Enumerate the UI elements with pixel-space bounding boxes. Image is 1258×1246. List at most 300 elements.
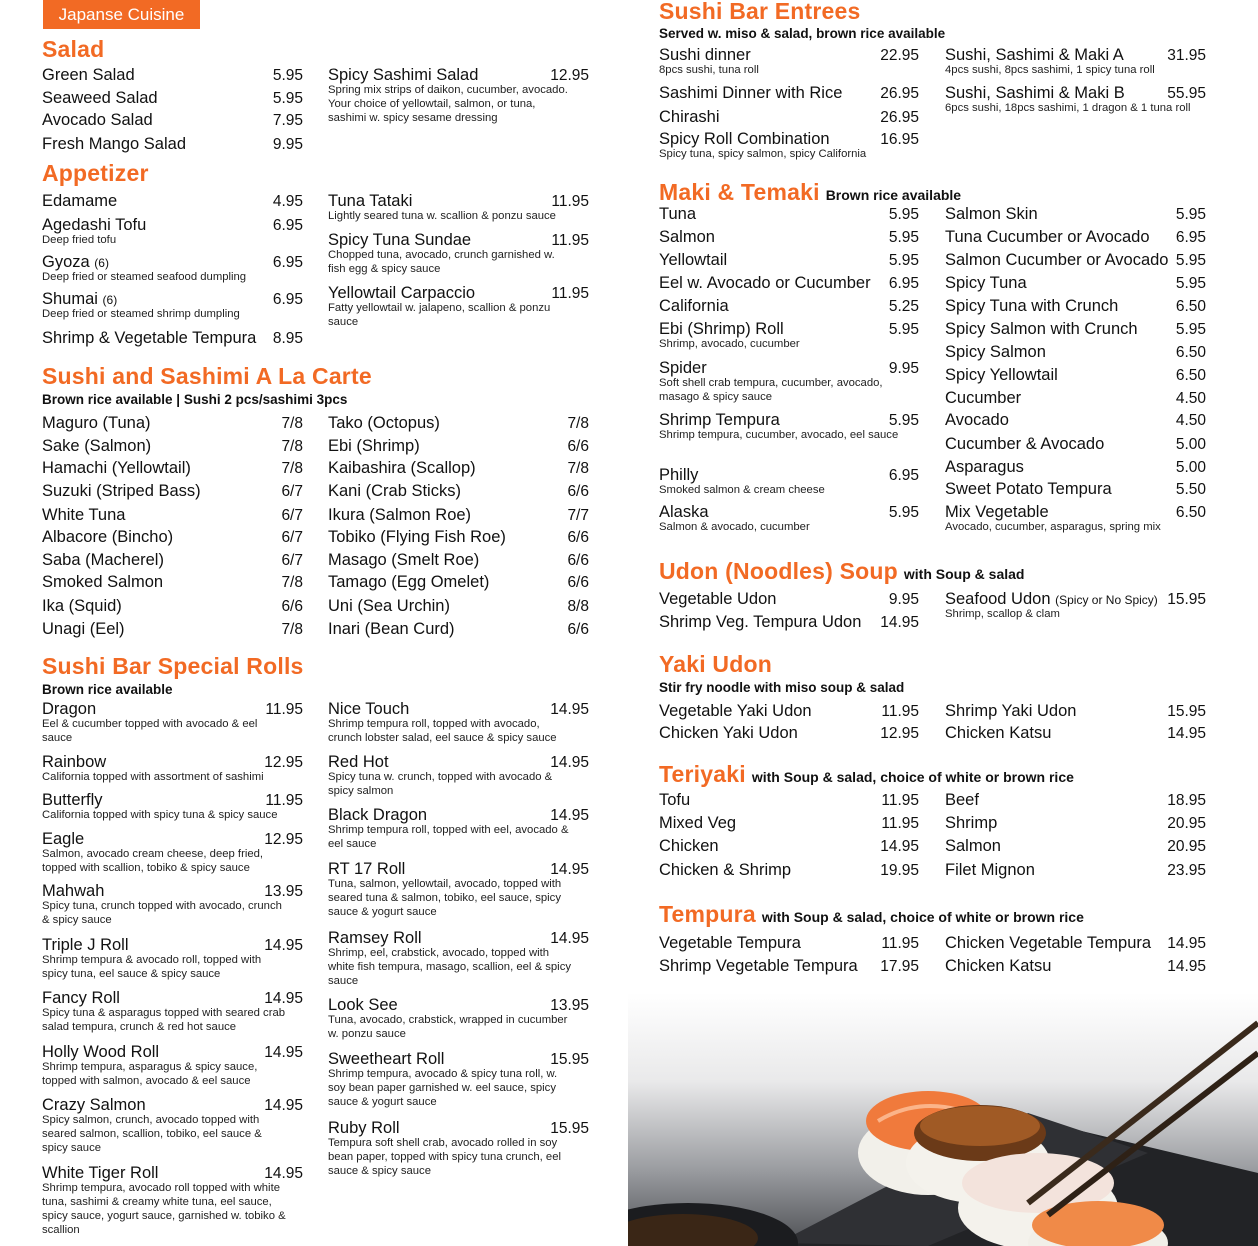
- menu-item-name-text: Filet Mignon: [945, 861, 1035, 879]
- menu-item-price: 14.95: [550, 754, 589, 771]
- menu-item-name-text: Asparagus: [945, 458, 1024, 476]
- menu-item-price: 6/6: [567, 552, 589, 569]
- menu-item: [945, 366, 1206, 385]
- menu-item: [42, 753, 303, 783]
- menu-item-name: [945, 814, 997, 833]
- menu-item-name-text: Sweet Potato Tempura: [945, 480, 1112, 498]
- menu-item-name-text: Tuna: [659, 205, 696, 223]
- menu-item-name-text: Smoked Salmon: [42, 573, 164, 591]
- menu-item-name-text: Chirashi: [659, 108, 720, 126]
- menu-item-desc: Tuna, salmon, yellowtail, avocado, topped with seared tuna & salmon, tobiko, eel sauce, spicy sauce & yogurt sauce: [328, 878, 562, 918]
- menu-item-name: [42, 551, 164, 570]
- menu-item-name: [659, 228, 715, 247]
- menu-item-price: 7/8: [281, 438, 303, 455]
- menu-item-name-text: Alaska: [659, 503, 709, 521]
- menu-item: [945, 84, 1206, 114]
- menu-item-price: 14.95: [264, 1165, 303, 1182]
- cuisine-tag: Japanse Cuisine: [43, 0, 200, 29]
- menu-item-name: [945, 274, 1027, 293]
- menu-item-price: 6/7: [281, 483, 303, 500]
- menu-item-price: 6.95: [888, 467, 919, 484]
- menu-item-price: 11.95: [881, 815, 919, 832]
- menu-item-name: [945, 228, 1150, 247]
- menu-item-name: [945, 458, 1024, 477]
- menu-item-price: 15.95: [1167, 703, 1206, 720]
- menu-item: [328, 506, 589, 525]
- menu-item-name: [659, 84, 842, 103]
- menu-item-price: 14.95: [264, 990, 303, 1007]
- menu-item-name-text: Fancy Roll: [42, 989, 120, 1007]
- menu-item-price: 13.95: [264, 883, 303, 900]
- udon-title-text: Udon (Noodles) Soup: [659, 558, 898, 584]
- menu-item-name-text: Avocado Salad: [42, 111, 153, 129]
- menu-item-price: 6.50: [1175, 504, 1206, 521]
- menu-item-price: 7/8: [281, 574, 303, 591]
- menu-item-name: [659, 613, 861, 632]
- menu-item-price: 6.50: [1175, 344, 1206, 361]
- menu-item-name: [945, 343, 1046, 362]
- menu-item-name: [42, 506, 125, 525]
- menu-item-price: 26.95: [880, 109, 919, 126]
- menu-item-name-text: Unagi (Eel): [42, 620, 125, 638]
- menu-item-name: [659, 251, 727, 270]
- menu-item-name-text: Salmon: [945, 837, 1001, 855]
- menu-item-name-text: Chicken: [659, 837, 719, 855]
- section-title-special-rolls: Sushi Bar Special Rolls: [42, 653, 304, 679]
- menu-item-price: 5.25: [888, 298, 919, 315]
- menu-item-name: [659, 108, 720, 127]
- menu-item-price: 6/7: [281, 529, 303, 546]
- menu-item: [328, 620, 589, 639]
- menu-item-desc: Soft shell crab tempura, cucumber, avocado, masago & spicy sauce: [659, 377, 883, 403]
- menu-item: [42, 573, 303, 592]
- menu-item-name-text: Masago (Smelt Roe): [328, 551, 480, 569]
- menu-item: [659, 814, 919, 833]
- menu-item-name: [42, 620, 125, 639]
- menu-item-price: 4.50: [1175, 390, 1206, 407]
- menu-item-price: 11.95: [265, 792, 303, 809]
- menu-item-name-text: California: [659, 297, 729, 315]
- menu-item: [328, 597, 589, 616]
- menu-item-price: 6.95: [888, 275, 919, 292]
- menu-item-price: 6.50: [1175, 298, 1206, 315]
- menu-item: [945, 297, 1206, 316]
- section-title-tempura: [659, 901, 1084, 928]
- menu-item-name-text: Sashimi Dinner with Rice: [659, 84, 843, 102]
- menu-item-name: [328, 459, 476, 478]
- menu-item-price: 14.95: [264, 1044, 303, 1061]
- menu-item-price: 9.95: [888, 360, 919, 377]
- menu-item-price: 5.95: [272, 90, 303, 107]
- menu-item-name: [659, 274, 871, 293]
- sushi-photo-art: [628, 993, 1258, 1246]
- menu-item-name-text: Yellowtail Carpaccio: [328, 284, 476, 302]
- menu-item-price: 19.95: [880, 862, 919, 879]
- menu-item: [945, 814, 1206, 833]
- menu-item-name: [42, 482, 201, 501]
- menu-item-name-text: Fresh Mango Salad: [42, 135, 186, 153]
- menu-item: [328, 459, 589, 478]
- menu-item: [328, 573, 589, 592]
- menu-item-name: [945, 389, 1021, 408]
- menu-item-price: 17.95: [880, 958, 919, 975]
- menu-item-price: 8/8: [567, 598, 589, 615]
- menu-item-name: [328, 573, 489, 592]
- menu-item: [328, 1050, 589, 1108]
- menu-item-name-text: Spicy Tuna Sundae: [328, 231, 472, 249]
- menu-item-name: [945, 791, 979, 810]
- menu-item: [945, 934, 1206, 953]
- menu-item-desc: Spicy tuna w. crunch, topped with avocado & spicy salmon: [328, 771, 553, 797]
- menu-item: [328, 806, 589, 850]
- menu-item-price: 14.95: [880, 838, 919, 855]
- menu-item: [42, 1043, 303, 1087]
- menu-item-price: 14.95: [264, 937, 303, 954]
- menu-item-price: 31.95: [1167, 47, 1206, 64]
- menu-item-name-text: Kaibashira (Scallop): [328, 459, 476, 477]
- menu-item-price: 5.95: [888, 321, 919, 338]
- menu-item: [659, 274, 919, 293]
- menu-item-price: 14.95: [550, 807, 589, 824]
- menu-item-price: 7/8: [567, 415, 589, 432]
- menu-item: [42, 482, 303, 501]
- menu-item-name-text: Salmon Skin: [945, 205, 1038, 223]
- menu-item-name-text: Spicy Salmon: [945, 343, 1046, 361]
- menu-item-name-text: Ika (Squid): [42, 597, 122, 615]
- menu-item-name: [945, 934, 1151, 953]
- menu-item: [328, 192, 589, 222]
- menu-item-name: [659, 590, 776, 609]
- menu-item-desc: Deep fried tofu: [42, 234, 117, 246]
- menu-item-name-text: Beef: [945, 791, 979, 809]
- menu-item-name: [945, 724, 1051, 743]
- menu-item-price: 5.95: [1175, 321, 1206, 338]
- menu-item: [42, 135, 303, 154]
- menu-item: [42, 791, 303, 821]
- menu-item-price: 6.95: [1175, 229, 1206, 246]
- menu-item-price: 5.95: [1175, 275, 1206, 292]
- menu-item-price: 6/7: [281, 507, 303, 524]
- menu-item-name: [328, 482, 461, 501]
- menu-item-name-text: Mixed Veg: [659, 814, 737, 832]
- menu-item-name-text: Shrimp Veg. Tempura Udon: [659, 613, 862, 631]
- menu-item: [659, 359, 919, 403]
- menu-item-name-text: Rainbow: [42, 753, 107, 771]
- menu-item-name-text: Spicy Tuna with Crunch: [945, 297, 1119, 315]
- section-title-maki: [659, 179, 961, 206]
- menu-item-name-text: Maguro (Tuna): [42, 414, 151, 432]
- menu-item-desc: Eel & cucumber topped with avocado & eel sauce: [42, 718, 258, 744]
- menu-item-name-text: Yellowtail: [659, 251, 728, 269]
- menu-item-price: 14.95: [550, 861, 589, 878]
- menu-item-price: 5.95: [888, 252, 919, 269]
- menu-item-desc: Spicy tuna, spicy salmon, spicy California: [659, 148, 867, 160]
- menu-item-price: 6.95: [272, 291, 303, 308]
- menu-item-desc: 4pcs sushi, 8pcs sashimi, 1 spicy tuna roll: [945, 64, 1155, 76]
- menu-item: [945, 389, 1206, 408]
- menu-item: [659, 934, 919, 953]
- teriyaki-subtitle: with Soup & salad, choice of white or brown rice: [751, 769, 1074, 785]
- menu-item: [659, 108, 919, 127]
- menu-item: [328, 929, 589, 987]
- udon-subtitle: with Soup & salad: [903, 566, 1025, 582]
- menu-item: [42, 528, 303, 547]
- menu-item-price: 11.95: [881, 935, 919, 952]
- menu-item-price: 6/6: [567, 438, 589, 455]
- menu-item-name: [42, 597, 122, 616]
- menu-item: [945, 274, 1206, 293]
- menu-item-name-text: Tako (Octopus): [328, 414, 440, 432]
- menu-item-name: [42, 329, 256, 348]
- menu-item: [328, 66, 589, 124]
- menu-item-price: 22.95: [880, 47, 919, 64]
- menu-item-name: [945, 702, 1076, 721]
- menu-item-name: [42, 89, 158, 108]
- menu-item-name: [659, 957, 858, 976]
- menu-item: [328, 482, 589, 501]
- menu-item-price: 7.95: [272, 112, 303, 129]
- menu-item-name-text: Shrimp Yaki Udon: [945, 702, 1077, 720]
- menu-item-name-text: Butterfly: [42, 791, 103, 809]
- menu-item-name: [659, 934, 801, 953]
- menu-item-price: 6.50: [1175, 367, 1206, 384]
- menu-item: [42, 192, 303, 211]
- menu-item-price: 12.95: [550, 67, 589, 84]
- menu-item-name-text: Spicy Tuna: [945, 274, 1027, 292]
- menu-item-name: [659, 297, 729, 316]
- menu-item: [659, 205, 919, 224]
- menu-item-desc: California topped with spicy tuna & spicy sauce: [42, 809, 278, 821]
- menu-item-name-text: Salmon Cucumber or Avocado: [945, 251, 1169, 269]
- menu-item-name: [945, 480, 1112, 499]
- menu-item-price: 6.95: [272, 217, 303, 234]
- menu-item: [945, 503, 1206, 533]
- maki-subtitle: Brown rice available: [825, 187, 962, 203]
- menu-item-desc: Shrimp, avocado, cucumber: [659, 338, 800, 350]
- menu-item-name-text: Tofu: [659, 791, 691, 809]
- menu-item-desc: California topped with assortment of sashimi: [42, 771, 264, 783]
- yaki-udon-note: Stir fry noodle with miso soup & salad: [659, 680, 905, 695]
- menu-item: [42, 290, 303, 320]
- menu-item-price: 13.95: [550, 997, 589, 1014]
- menu-item: [945, 724, 1206, 743]
- menu-item-name: [42, 459, 191, 478]
- menu-item-name-text: Spider: [659, 359, 707, 377]
- menu-item-name-text: Mix Vegetable: [945, 503, 1049, 521]
- menu-item-name-text: Shrimp & Vegetable Tempura: [42, 329, 257, 347]
- menu-item: [328, 437, 589, 456]
- menu-item-name: [945, 435, 1104, 454]
- menu-item-price: 5.95: [272, 67, 303, 84]
- menu-item: [659, 791, 919, 810]
- menu-item: [328, 414, 589, 433]
- menu-item-name: [659, 837, 719, 856]
- menu-item-name: [659, 791, 690, 810]
- menu-item-name-text: Shrimp: [945, 814, 998, 832]
- menu-item-name: [328, 414, 440, 433]
- menu-item-name-text: Tamago (Egg Omelet): [328, 573, 490, 591]
- menu-item-price: 14.95: [550, 701, 589, 718]
- sushi-photo: [628, 993, 1258, 1246]
- menu-item-name: [945, 366, 1058, 385]
- menu-item: [659, 861, 919, 880]
- menu-item-price: 20.95: [1167, 838, 1206, 855]
- menu-item-desc: Shrimp tempura, cucumber, avocado, eel sauce: [659, 429, 899, 441]
- menu-item-name-text: Saba (Macherel): [42, 551, 164, 569]
- menu-item-name-text: Sushi dinner: [659, 46, 751, 64]
- menu-item: [328, 284, 589, 328]
- menu-item-desc: Shrimp tempura, asparagus & spicy sauce, topped with salmon, avocado & eel sauce: [42, 1061, 258, 1087]
- menu-item: [42, 1164, 303, 1236]
- menu-item: [945, 343, 1206, 362]
- menu-item-qty: (6): [102, 293, 118, 307]
- menu-item-price: 7/8: [567, 460, 589, 477]
- menu-item-name-text: Red Hot: [328, 753, 389, 771]
- menu-item: [659, 228, 919, 247]
- menu-item: [945, 458, 1206, 477]
- menu-item-name: [945, 251, 1168, 270]
- menu-item-name-text: Sweetheart Roll: [328, 1050, 445, 1068]
- menu-item-name-text: Eagle: [42, 830, 85, 848]
- menu-item-price: 14.95: [1167, 935, 1206, 952]
- menu-item-name: [659, 861, 791, 880]
- menu-item-name-text: Gyoza: [42, 253, 90, 271]
- menu-item-desc: 6pcs sushi, 18pcs sashimi, 1 dragon & 1 tuna roll: [945, 102, 1191, 114]
- menu-item-name-text: Suzuki (Striped Bass): [42, 482, 201, 500]
- menu-item-price: 9.95: [272, 136, 303, 153]
- menu-item: [659, 130, 919, 160]
- menu-item-name-text: Chicken Katsu: [945, 724, 1052, 742]
- menu-item: [659, 251, 919, 270]
- menu-item-name: [328, 528, 506, 547]
- menu-item-name-text: Cucumber & Avocado: [945, 435, 1105, 453]
- menu-item-name: [945, 205, 1038, 224]
- menu-item-name: [659, 814, 736, 833]
- tempura-subtitle: with Soup & salad, choice of white or brown rice: [761, 909, 1084, 925]
- section-title-udon: [659, 558, 1024, 585]
- menu-item-name-text: Spicy Sashimi Salad: [328, 66, 479, 84]
- menu-item-desc: Shrimp, scallop & clam: [945, 608, 1060, 620]
- menu-item: [945, 791, 1206, 810]
- menu-item: [328, 996, 589, 1040]
- menu-item-price: 6/6: [567, 621, 589, 638]
- tempura-title-text: Tempura: [659, 901, 756, 927]
- menu-item-price: 14.95: [880, 614, 919, 631]
- section-title-entrees: Sushi Bar Entrees: [659, 0, 861, 24]
- menu-item-price: 7/7: [567, 507, 589, 524]
- menu-item: [328, 528, 589, 547]
- menu-item: [659, 957, 919, 976]
- menu-item-price: 14.95: [1167, 958, 1206, 975]
- menu-item-name-text: Mahwah: [42, 882, 105, 900]
- menu-item-price: 14.95: [264, 1097, 303, 1114]
- menu-item-price: 11.95: [551, 232, 589, 249]
- menu-item-name: [328, 620, 455, 639]
- menu-item-name-text: Triple J Roll: [42, 936, 129, 954]
- menu-item-price: 11.95: [881, 792, 919, 809]
- menu-item: [945, 228, 1206, 247]
- menu-item-desc: Smoked salmon & cream cheese: [659, 484, 825, 496]
- menu-item: [945, 861, 1206, 880]
- menu-item: [659, 503, 919, 533]
- menu-item-price: 14.95: [1167, 725, 1206, 742]
- menu-item-price: 11.95: [551, 285, 589, 302]
- menu-item-name: [945, 861, 1035, 880]
- menu-item-name-text: Agedashi Tofu: [42, 216, 147, 234]
- menu-item: [42, 882, 303, 926]
- menu-item-desc: Shrimp tempura roll, topped with avocado, crunch lobster salad, eel sauce & spicy sauce: [328, 718, 557, 744]
- menu-item-price: 12.95: [264, 831, 303, 848]
- menu-item-name-text: Sushi, Sashimi & Maki B: [945, 84, 1125, 102]
- menu-item-name-text: Crazy Salmon: [42, 1096, 146, 1114]
- menu-item-name-text: Spicy Roll Combination: [659, 130, 830, 148]
- menu-item-name: [659, 205, 696, 224]
- menu-item-name-text: Spicy Salmon with Crunch: [945, 320, 1138, 338]
- menu-item: [328, 753, 589, 797]
- menu-item-name: [328, 551, 479, 570]
- menu-item-name-text: Chicken Yaki Udon: [659, 724, 798, 742]
- menu-item-desc: Spicy tuna & asparagus topped with seared crab salad tempura, crunch & red hot sauce: [42, 1007, 286, 1033]
- menu-item: [945, 251, 1206, 270]
- menu-item-desc: Spicy salmon, crunch, avocado topped with seared salmon, scallion, tobiko, eel sauce & spicy sauce: [42, 1114, 262, 1154]
- menu-item-name-text: Vegetable Udon: [659, 590, 777, 608]
- section-title-alacarte: Sushi and Sashimi A La Carte: [42, 363, 372, 389]
- menu-item: [945, 480, 1206, 499]
- menu-item-price: 15.95: [550, 1051, 589, 1068]
- menu-item-price: 55.95: [1167, 85, 1206, 102]
- menu-item-name: [945, 837, 1001, 856]
- menu-item: [659, 724, 919, 743]
- menu-item-name: [945, 297, 1118, 316]
- menu-item-name-text: Chicken Katsu: [945, 957, 1052, 975]
- menu-item-price: 12.95: [264, 754, 303, 771]
- menu-item-price: 6/7: [281, 552, 303, 569]
- menu-item-desc: Tempura soft shell crab, avocado rolled in soy bean paper, topped with spicy tuna crunch, eel sauce & spicy sauce: [328, 1137, 561, 1177]
- menu-item-price: 5.95: [888, 504, 919, 521]
- menu-item-name-text: Dragon: [42, 700, 97, 718]
- menu-item-name-text: Holly Wood Roll: [42, 1043, 160, 1061]
- menu-item-name-text: Hamachi (Yellowtail): [42, 459, 191, 477]
- menu-item: [659, 837, 919, 856]
- menu-item-price: 18.95: [1167, 792, 1206, 809]
- menu-item-price: 4.95: [272, 193, 303, 210]
- menu-item-name: [328, 597, 450, 616]
- section-title-teriyaki: [659, 761, 1074, 788]
- menu-item-name-text: RT 17 Roll: [328, 860, 406, 878]
- menu-item: [42, 936, 303, 980]
- menu-item-price: 23.95: [1167, 862, 1206, 879]
- menu-item-price: 20.95: [1167, 815, 1206, 832]
- menu-item-name: [659, 702, 812, 721]
- menu-item: [659, 613, 919, 632]
- menu-item: [945, 590, 1206, 620]
- menu-item: [42, 329, 303, 348]
- section-title-appetizer: Appetizer: [42, 160, 149, 186]
- menu-item-name-text: Tuna Tataki: [328, 192, 413, 210]
- menu-item-name: [42, 135, 186, 154]
- menu-item: [659, 590, 919, 609]
- menu-item-name-text: Black Dragon: [328, 806, 428, 824]
- menu-item-price: 16.95: [880, 131, 919, 148]
- menu-item: [328, 231, 589, 275]
- menu-item: [328, 860, 589, 918]
- menu-item-desc: Shrimp, eel, crabstick, avocado, topped with white fish tempura, masago, scallion, eel & spicy sauce: [328, 947, 571, 987]
- menu-item-name-text: White Tiger Roll: [42, 1164, 159, 1182]
- menu-item-desc: Lightly seared tuna w. scallion & ponzu sauce: [328, 210, 556, 222]
- menu-item-name-text: Ebi (Shrimp) Roll: [659, 320, 784, 338]
- menu-item-name: [42, 111, 153, 130]
- menu-item: [42, 830, 303, 874]
